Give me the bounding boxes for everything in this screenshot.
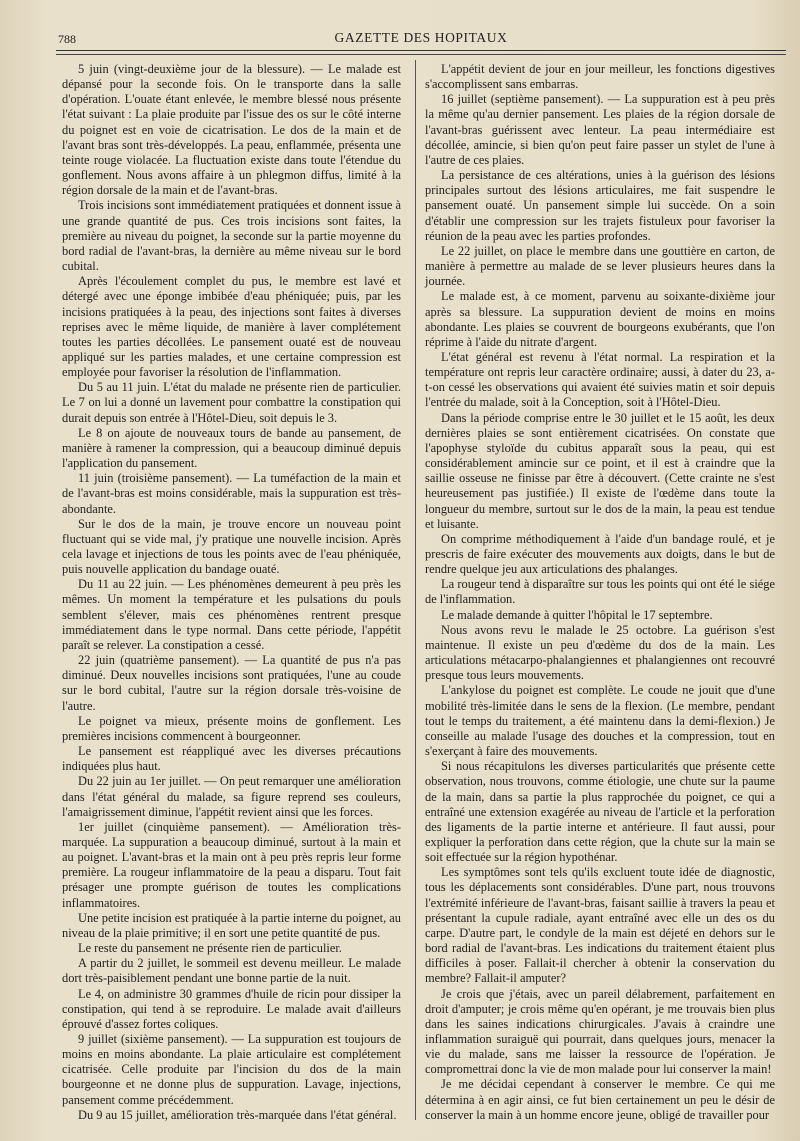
paragraph: Le poignet va mieux, présente moins de gonflement. Les premières incisions commencent à bourgeonner. — [62, 713, 401, 743]
paragraph: Du 22 juin au 1er juillet. — On peut remarquer une amélioration dans l'état général du malade, sa figure reprend ses couleurs, l'amaigrissement diminue, l'appétit revient ainsi que les forces. — [62, 774, 401, 819]
paragraph: Sur le dos de la main, je trouve encore un nouveau point fluctuant qui se vide mal, j'y pratique une nouvelle incision. Après cela lavage et injections de tous les points avec de l'eau phéniquée, puis nouvelle application du bandage ouaté. — [62, 516, 401, 577]
paragraph: L'appétit devient de jour en jour meilleur, les fonctions digestives s'accomplissent sans embarras. — [425, 62, 775, 92]
paragraph: 11 juin (troisième pansement). — La tuméfaction de la main et de l'avant-bras est moins considérable, mais la suppuration est très-abondante. — [62, 471, 401, 516]
paragraph: L'ankylose du poignet est complète. Le coude ne jouit que d'une mobilité très-limitée dans le sens de la flexion. (Le membre, pendant tout le temps du traitement, a été maintenu dans la demi-flexion.) Je conseille au malade l'usage des douches et la compression, tout en s'exerçant à faire des mouvements. — [425, 683, 775, 759]
paragraph: Une petite incision est pratiquée à la partie interne du poignet, au niveau de la plaie primitive; il en sort une petite quantité de pus. — [62, 910, 401, 940]
paragraph: Le malade demande à quitter l'hôpital le 17 septembre. — [441, 607, 713, 622]
running-title: GAZETTE DES HOPITAUX — [334, 30, 508, 45]
paragraph: Le reste du pansement ne présente rien de particulier. — [78, 941, 342, 956]
paragraph: 22 juin (quatrième pansement). — La quantité de pus n'a pas diminué. Deux nouvelles incisions sont pratiquées, l'une au coude sur le bord cubital, l'autre sur la région dorsale très-voisine de l'autre. — [62, 653, 401, 713]
paragraph: Le 22 juillet, on place le membre dans une gouttière en carton, de manière à permettre au malade de se lever plusieurs heures dans la journée. — [425, 243, 775, 289]
paragraph: Si nous récapitulons les diverses particularités que présente cette observation, nous trouvons, comme étiologie, une chute sur la paume de la main, dans sa partie la plus rapprochée du poignet, ce qui a entraîné une extension exagérée au niveau de l'article et la perforation des ligaments de la partie interne et antérieure. Il faut aussi, pour expliquer la perforation dans cette région, que la chute sur la main se soit effectuée sur la région hypothénar. — [425, 759, 775, 865]
paragraph: 9 juillet (sixième pansement). — La suppuration est toujours de moins en moins abondante. La plaie articulaire est complétement cicatrisée. Celle produite par l'incision du dos de la main bourgeonne et ne donne plus de suppuration. Lavage, injections, pansement comme précédemment. — [62, 1032, 401, 1107]
paragraph: Je me décidai cependant à conserver le membre. Ce qui me détermina à en agir ainsi, ce fut bien certainement un peu le désir de conserver la main à un homme encore jeune, obligé de travailler pour — [425, 1077, 775, 1122]
paragraph: Du 11 au 22 juin. — Les phénomènes demeurent à peu près les mêmes. Un moment la température et les pulsations du pouls semblent s'élever, mais ces phénomènes rentrent presque immédiatement dans le type normal. Dans cette période, l'appétit paraît se relever. La constipation a cessé. — [62, 577, 401, 652]
column-divider — [415, 60, 416, 1120]
header-rule-thick — [56, 50, 786, 51]
paragraph: Dans la période comprise entre le 30 juillet et le 15 août, les deux dernières plaies se sont entièrement cicatrisées. On constate que l'apophyse styloïde du cubitus apparaît sous la peau, qui est considérablement amincie sur ce point, et il est à craindre que la saillie osseuse ne finisse par être à découvert. (Cette crainte ne s'est heureusement pas justifiée.) Il existe de l'œdème dans toute la longueur du membre, surtout sur le dos de la main, la peau est tendue et luisante. — [425, 410, 775, 531]
paragraph: Les symptômes sont tels qu'ils excluent toute idée de diagnostic, tous les déplacements sont considérables. D'une part, nous trouvons l'extrémité inférieure de l'avant-bras, faisant saillie à travers la peau et présentant la cupule radiale, ayant entraîné avec elle un des os du carpe. D'autre part, le condyle de la main est déjeté en dehors sur le bord radial de l'avant-bras. Les indications du traitement étaient plus difficiles à poser. Fallait-il chercher à obtenir la conservation du membre? Fallait-il amputer? — [425, 865, 775, 986]
paragraph: 5 juin (vingt-deuxième jour de la blessure). — Le malade est dépansé pour la seconde fois. On le transporte dans la salle d'opération. L'ouate étant enlevée, le membre blessé nous présente l'état suivant : La plaie produite par l'issue des os sur le côté interne du poignet est en voie de cicatrisation. Le dos de la main et de l'avant bras sont très-développés. La peau, enflammée, présenta une teinte rouge violacée. La fluctuation existe dans toute l'étendue du gonflement. Nous avons affaire à un phlegmon diffus, limité à la région dorsale de la main et de l'avant-bras. — [62, 62, 401, 198]
page-header — [56, 28, 786, 50]
paragraph: Du 9 au 15 juillet, amélioration très-marquée dans l'état général. — [78, 1107, 397, 1122]
left-column — [62, 62, 401, 1123]
paragraph: Après l'écoulement complet du pus, le membre est lavé et détergé avec une éponge imbibée d'eau phéniquée; puis, par les incisions pratiquées à la peau, des injections sont faites à diverses reprises avec le même liquide, de manière à laver complétement toutes les parties décollées. Le pansement ouaté est de nouveau appliqué sur les parties malades, et une certaine compression est employée pour favoriser la résolution de l'inflammation. — [62, 274, 401, 380]
paragraph: A partir du 2 juillet, le sommeil est devenu meilleur. Le malade dort très-paisiblement pendant une bonne partie de la nuit. — [62, 956, 401, 986]
page-number: 788 — [58, 32, 76, 46]
paragraph: Je crois que j'étais, avec un pareil délabrement, parfaitement en droit d'amputer; je crois même qu'en opérant, je me trouvais bien plus dans les saines indications chirurgicales. J'avais à craindre une inflammation suraiguë qui pourrait, dans quelques jours, menacer la vie du malade, sans me laisser la ressource de l'opération. Je compromettrai donc la vie de mon malade pour lui conserver la main! — [425, 986, 775, 1077]
paragraph: Le malade est, à ce moment, parvenu au soixante-dixième jour après sa blessure. La suppuration devient de moins en moins abondante. Les plaies se couvrent de bourgeons exubérants, que l'on réprime à l'aide du nitrate d'argent. — [425, 289, 775, 349]
paragraph: Le 8 on ajoute de nouveaux tours de bande au pansement, de manière à ramener la compression, qui a beaucoup diminué depuis l'application du pansement. — [62, 425, 401, 471]
paragraph: Trois incisions sont immédiatement pratiquées et donnent issue à une grande quantité de pus. Ces trois incisions sont faites, la première au niveau du poignet, la seconde sur la partie moyenne du bord radial de l'avant-bras, la dernière au même niveau sur le bord cubital. — [62, 198, 401, 274]
paragraph: Du 5 au 11 juin. L'état du malade ne présente rien de particulier. Le 7 on lui a donné un lavement pour combattre la constipation qui durait depuis son entrée à l'Hôtel-Dieu, soit depuis le 3. — [62, 380, 401, 425]
paragraph: La persistance de ces altérations, unies à la guérison des lésions principales surtout des lésions articulaires, me fait suspendre le pansement ouaté. Un pansement simple lui succède. On a soin d'établir une compression sur les trajets fistuleux pour favoriser la réunion de la peau avec les parties profondes. — [425, 168, 775, 243]
paragraph: La rougeur tend à disparaître sur tous les points qui ont été le siége de l'inflammation. — [425, 577, 775, 607]
paragraph: 16 juillet (septième pansement). — La suppuration est à peu près la même qu'au dernier pansement. Les plaies de la région dorsale de l'avant-bras guérissent avec lenteur. La peau intermédiaire est décollée, amincie, si bien qu'on peut faire passer un stylet de l'une à l'autre de ces plaies. — [425, 92, 775, 167]
paragraph: Le 4, on administre 30 grammes d'huile de ricin pour dissiper la constipation, qui tend à se reproduire. Le malade avait d'ailleurs éprouvé d'assez fortes coliques. — [62, 986, 401, 1031]
paragraph: On comprime méthodiquement à l'aide d'un bandage roulé, et je prescris de faire exécuter des mouvements aux doigts, dans le but de rendre quelque jeu aux articulations des phalanges. — [425, 531, 775, 577]
paragraph: L'état général est revenu à l'état normal. La respiration et la température ont repris leur caractère ordinaire; aussi, à dater du 23, a-t-on cessé les observations qui avaient été suivies matin et soir depuis l'entrée du malade, soit à la Conception, soit à l'Hôtel-Dieu. — [425, 349, 775, 410]
right-column — [425, 62, 775, 1123]
paragraph: Le pansement est réappliqué avec les diverses précautions indiquées plus haut. — [62, 744, 401, 774]
paragraph: 1er juillet (cinquième pansement). — Amélioration très-marquée. La suppuration a beaucoup diminué, surtout à la main et au poignet. L'avant-bras et la main ont à peu près repris leur forme première. La rougeur inflammatoire de la peau a disparu. Tout fait présager une prompte guérison de toutes les complications inflammatoires. — [62, 819, 401, 910]
header-rule-thin — [56, 54, 786, 55]
paragraph: Nous avons revu le malade le 25 octobre. La guérison s'est maintenue. Il existe un peu d'œdème du dos de la main. Les articulations métacarpo-phalangiennes et phalangiennes ont recouvré presque tous leurs mouvements. — [425, 622, 775, 683]
